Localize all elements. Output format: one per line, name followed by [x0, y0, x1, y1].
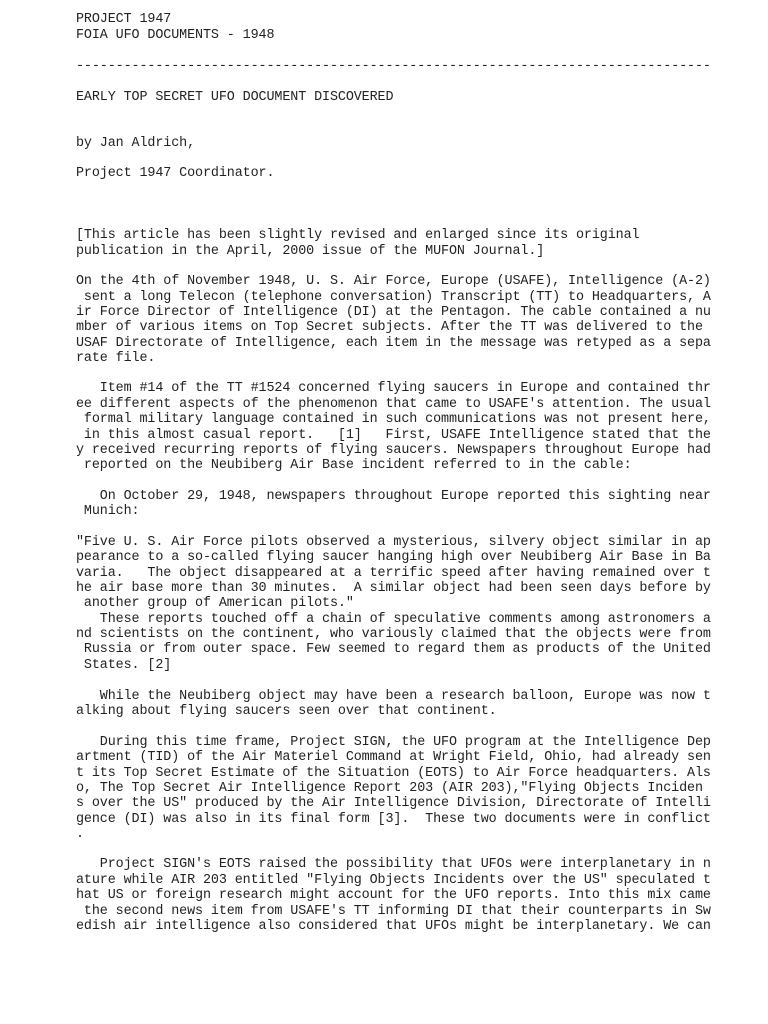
paragraph-line: o, The Top Secret Air Intelligence Report 203 (AIR 203),"Flying Objects Inciden: [76, 781, 703, 796]
quote-line: varia. The object disappeared at a terrific speed after having remained over t: [76, 566, 711, 581]
quote-line: pearance to a so-called flying saucer hanging high over Neubiberg Air Base in Ba: [76, 550, 711, 565]
paragraph-line: While the Neubiberg object may have been a research balloon, Europe was now t: [76, 689, 711, 704]
paragraph-line: Item #14 of the TT #1524 concerned flying saucers in Europe and contained thr: [76, 381, 711, 396]
paragraph-line: t its Top Secret Estimate of the Situation (EOTS) to Air Force headquarters. Als: [76, 766, 711, 781]
quote-line: another group of American pilots.": [76, 596, 354, 611]
paragraph-line: ir Force Director of Intelligence (DI) at the Pentagon. The cable contained a nu: [76, 305, 711, 320]
byline: by Jan Aldrich,: [76, 136, 196, 151]
paragraph-line: On October 29, 1948, newspapers throughout Europe reported this sighting near: [76, 489, 711, 504]
paragraph-line: nd scientists on the continent, who variously claimed that the objects were from: [76, 627, 711, 642]
paragraph-line: edish air intelligence also considered that UFOs might be interplanetary. We can: [76, 919, 711, 934]
paragraph-line: hat US or foreign research might account for the UFO reports. Into this mix came: [76, 888, 711, 903]
paragraph-line: gence (DI) was also in its final form [3]. These two documents were in conflict: [76, 812, 711, 827]
paragraph-line: These reports touched off a chain of speculative comments among astronomers a: [76, 612, 711, 627]
paragraph-line: ature while AIR 203 entitled "Flying Objects Incidents over the US" speculated t: [76, 873, 711, 888]
paragraph-line: the second news item from USAFE's TT informing DI that their counterparts in Sw: [76, 904, 711, 919]
quote-line: he air base more than 30 minutes. A similar object had been seen days before by: [76, 581, 711, 596]
paragraph-line: Project SIGN's EOTS raised the possibility that UFOs were interplanetary in n: [76, 857, 711, 872]
paragraph-line: During this time frame, Project SIGN, the UFO program at the Intelligence Dep: [76, 735, 711, 750]
collection-label: FOIA UFO DOCUMENTS - 1948: [76, 28, 275, 43]
paragraph-line: On the 4th of November 1948, U. S. Air Force, Europe (USAFE), Intelligence (A-2): [76, 274, 711, 289]
article-title: EARLY TOP SECRET UFO DOCUMENT DISCOVERED: [76, 90, 394, 105]
paragraph-line: Russia or from outer space. Few seemed to regard them as products of the United: [76, 642, 711, 657]
paragraph-line: .: [76, 827, 84, 842]
quote-line: "Five U. S. Air Force pilots observed a mysterious, silvery object similar in ap: [76, 535, 711, 550]
paragraph-line: formal military language contained in such communications was not present here,: [76, 412, 711, 427]
paragraph-line: s over the US" produced by the Air Intelligence Division, Directorate of Intelli: [76, 796, 711, 811]
revision-note-line: [This article has been slightly revised and enlarged since its original: [76, 228, 640, 243]
paragraph-line: artment (TID) of the Air Materiel Command at Wright Field, Ohio, had already sen: [76, 750, 711, 765]
separator-line: --------------------------------------------------------------------------------: [76, 59, 711, 74]
paragraph-line: mber of various items on Top Secret subjects. After the TT was delivered to the: [76, 320, 703, 335]
paragraph-line: ee different aspects of the phenomenon that came to USAFE's attention. The usual: [76, 397, 711, 412]
author-role: Project 1947 Coordinator.: [76, 166, 275, 181]
project-label: PROJECT 1947: [76, 12, 172, 27]
paragraph-line: rate file.: [76, 351, 156, 366]
paragraph-line: States. [2]: [76, 658, 172, 673]
paragraph-line: sent a long Telecon (telephone conversation) Transcript (TT) to Headquarters, A: [76, 290, 711, 305]
paragraph-line: Munich:: [76, 504, 140, 519]
paragraph-line: USAF Directorate of Intelligence, each item in the message was retyped as a sepa: [76, 336, 711, 351]
paragraph-line: reported on the Neubiberg Air Base incident referred to in the cable:: [76, 458, 632, 473]
revision-note-line: publication in the April, 2000 issue of the MUFON Journal.]: [76, 244, 545, 259]
paragraph-line: alking about flying saucers seen over that continent.: [76, 704, 497, 719]
paragraph-line: y received recurring reports of flying saucers. Newspapers throughout Europe had: [76, 443, 711, 458]
paragraph-line: in this almost casual report. [1] First, USAFE Intelligence stated that the: [76, 428, 711, 443]
